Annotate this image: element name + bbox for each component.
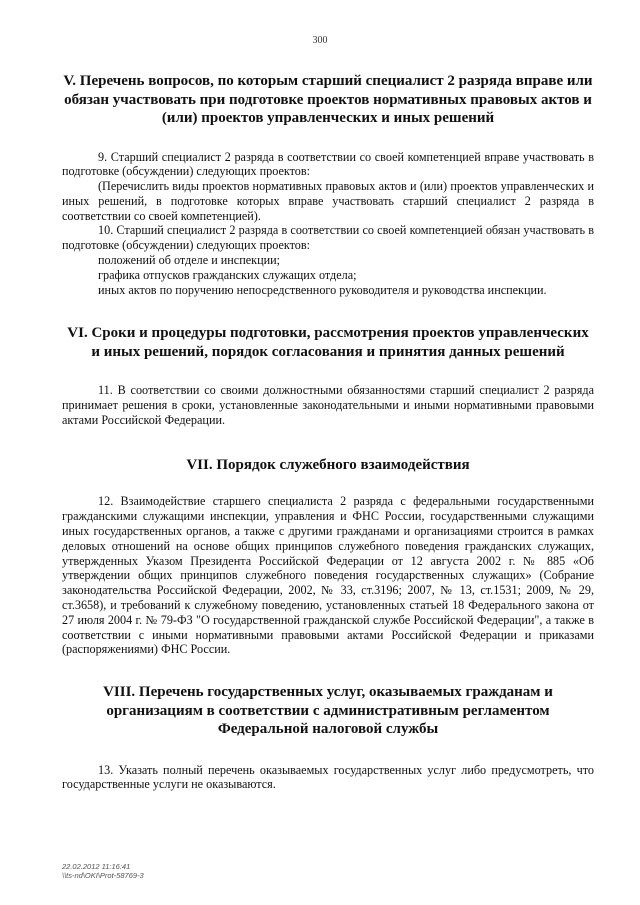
- section-5: [62, 72, 594, 297]
- paragraph-13: 13. Указать полный перечень оказываемых государственных услуг либо предусмотреть, что государственные услуги не оказываются.: [62, 762, 594, 792]
- paragraph-12: 12. Взаимодействие старшего специалиста 2 разряда с федеральными государственными гражданскими служащими инспекции, управления и ФНС России, государственными служащими иных государственных органов, а также с другими гражданами и организациями строится в рамках деловых отношений на основе общих принципов служебного поведения гражданских служащих, утвержденных Указом Президента Российской Федерации от 12 августа 2002 г. № 885 «Об утверждении общих принципов служебного поведения государственных служащих» (Собрание законодательства Российской Федерации, 2002, № 33, ст.3196; 2007, № 13, ст.1531; 2009, № 29, ст.3658), и требований к служебному поведению, установленных статьей 18 Федерального закона от 27 июля 2004 г. № 79-ФЗ "О государственной гражданской службе Российской Федерации", а также в соответствии с иными нормативными правовыми актами Российской Федерации и приказами (распоряжениями) ФНС России.: [62, 494, 594, 657]
- paragraph-9-note: (Перечислить виды проектов нормативных правовых актов и (или) проектов управленческих и иных решений, в подготовке которых вправе участвовать старший специалист 2 разряда в соответствии со своей компетенцией).: [62, 179, 594, 223]
- paragraph-9: 9. Старший специалист 2 разряда в соответствии со своей компетенцией вправе участвовать в подготовке (обсуждении) следующих проектов:: [62, 149, 594, 179]
- list-item: иных актов по поручению непосредственного руководителя и руководства инспекции.: [98, 282, 547, 297]
- footer-stamp: [62, 862, 144, 880]
- section-5-title: V. Перечень вопросов, по которым старший специалист 2 разряда вправе или обязан участвовать при подготовке проектов нормативных правовых актов и (или) проектов управленческих и иных решений: [63, 73, 593, 126]
- footer-file-path: \\ts-nd\OKI\Prot-58769-3: [62, 871, 144, 880]
- section-6-title: VI. Сроки и процедуры подготовки, рассмотрения проектов управленческих и иных решений, порядок согласования и принятия данных решений: [67, 325, 589, 360]
- list-item: положений об отделе и инспекции;: [98, 253, 281, 268]
- paragraph-11: 11. В соответствии со своими должностными обязанностями старший специалист 2 разряда принимает решения в сроки, установленные законодательными и иными нормативными правовыми актами Российской Федерации.: [62, 383, 594, 428]
- footer-timestamp: 22.02.2012 11:16:41: [62, 862, 131, 871]
- section-8: [62, 683, 594, 792]
- paragraph-10: 10. Старший специалист 2 разряда в соответствии со своей компетенцией обязан участвовать в подготовке (обсуждении) следующих проектов:: [62, 223, 594, 253]
- section-8-title: VIII. Перечень государственных услуг, оказываемых гражданам и организациям в соответствии с административным регламентом Федеральной налоговой службы: [103, 684, 553, 738]
- section-6: [62, 324, 594, 427]
- list-item: графика отпусков гражданских служащих отдела;: [98, 267, 357, 282]
- section-7-title: VII. Порядок служебного взаимодействия: [186, 456, 470, 473]
- section-7: [62, 456, 594, 657]
- page-number: 300: [312, 35, 328, 46]
- document-body: [62, 72, 594, 792]
